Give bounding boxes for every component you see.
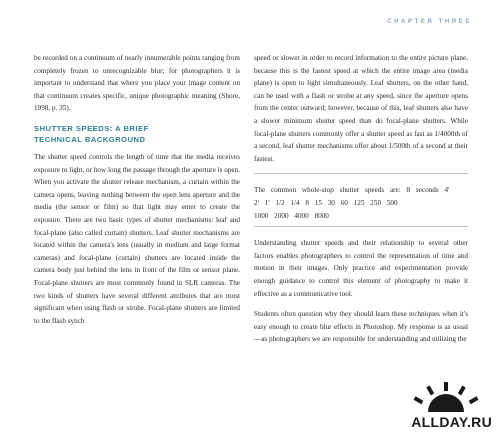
section-heading-line-1: SHUTTER SPEEDS: A BRIEF bbox=[34, 123, 149, 133]
left-paragraph-2: The shutter speed controls the length of time that the media receives exposure to light, or how long the passage through the aperture is open. When you activate the shutter release mechanism, a curtain within the camera opens, leaving nothing between the open lens aperture and the media (the sensor or film) so that light may enter to create the exposure. There are two basic types of shutter mechanisms: leaf and focal-plane (also called curtain) shutters. Leaf shutter mechanisms are located within the camera's lens (usually in medium and large format cameras) and focal-plane (curtain) shutters are located inside the camera body just behind the lens in front of the film or sensor plane. Focal-plane shutters are most commonly found in SLR cameras. The two kinds of shutters have several different attributes that are most significant when using flash or strobe. Focal-plane shutters are limited to the flash synch bbox=[34, 152, 240, 325]
section-heading bbox=[34, 123, 240, 145]
divider-2 bbox=[254, 226, 468, 227]
right-paragraph-1: speed or slower in order to record information to the entire picture plane, because this is the fastest speed at which the entire image area (media plane) is open to light simultaneously. Leaf shutters, on the other hand, can be used with a flash or strobe at any speed, since the aperture opens from the center outward; however, because of this, leaf shutters also have a slower minimum shutter speed than do focal-plane shutters. While focal-plane shutters commonly offer a shutter speed as fast as 1/4000th of a second, leaf shutter mechanisms offer about 1/500th of a second at their fastest. bbox=[254, 54, 468, 163]
left-paragraph-1: be recorded on a continuum of nearly innumerable points ranging from completely frozen to unrecognizable blur; for photographers it is important to understand that where you place your image content on that continuum creates specific, unique photographic meaning (Shore, 1998, p. 35). bbox=[34, 54, 240, 113]
section-heading-line-2: TECHNICAL BACKGROUND bbox=[34, 134, 146, 144]
left-column bbox=[34, 52, 240, 335]
right-paragraph-2: Understanding shutter speeds and their relationship to several other factors enables photographers to control the representation of time and motion in their images. Only practice and experimentation provide enough guidance to control this element of photography to make it effective as a communicative tool. bbox=[254, 239, 468, 298]
divider bbox=[254, 173, 468, 174]
right-paragraph-3: Students often question why they should learn these techniques when it's easy enough to create blur effects in Photoshop. My response is as usual—as photographers we are responsible for understanding and utilizing the bbox=[254, 310, 468, 344]
shutter-speed-list bbox=[254, 184, 468, 222]
watermark-text: ALLDAY.RU bbox=[411, 414, 492, 430]
speeds-intro: The common whole-stop shutter speeds are: 8 seconds 4' bbox=[254, 186, 450, 195]
speeds-line-3: 1000 2000 4000 8000 bbox=[254, 211, 329, 220]
right-column bbox=[254, 52, 468, 346]
speeds-line-2: 2' 1' 1/2 1/4 8 15 30 60 125 250 500 bbox=[254, 198, 398, 207]
chapter-header: CHAPTER THREE bbox=[387, 19, 472, 25]
